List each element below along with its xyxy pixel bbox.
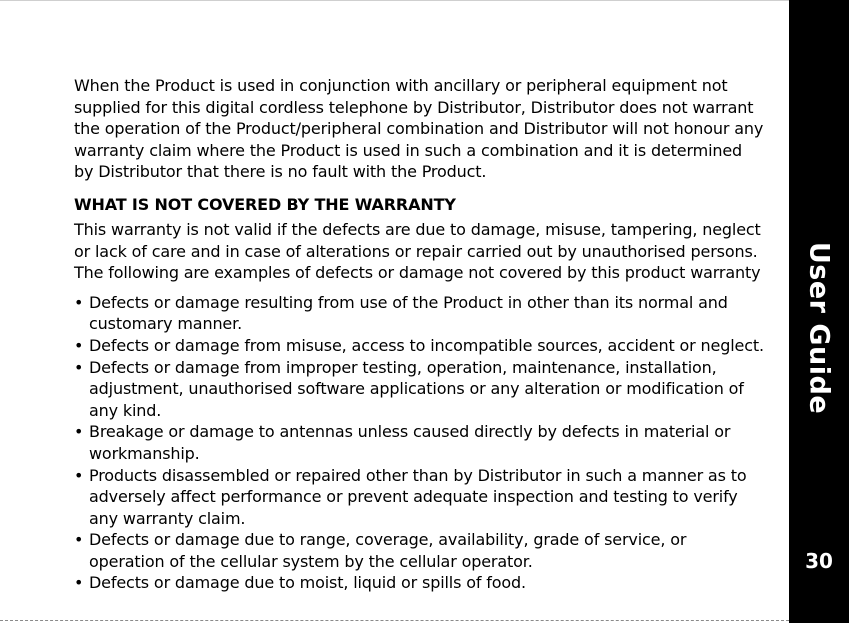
list-item-text: Defects or damage from improper testing, operation, maintenance, installation, adjustment, unauthorised software applications or any alteration or modification of any kind. <box>89 357 744 420</box>
list-item-text: Products disassembled or repaired other than by Distributor in such a manner as to adversely affect performance or prevent adequate inspection and testing to verify any warranty claim. <box>89 465 747 528</box>
body-paragraph: This warranty is not valid if the defects are due to damage, misuse, tampering, neglect or lack of care and in case of alterations or repair carried out by unauthorised persons. The following are examples of defects or damage not covered by this product warranty <box>74 219 761 283</box>
list-item-text: Breakage or damage to antennas unless caused directly by defects in material or workmanship. <box>89 422 731 463</box>
list-item-text: Defects or damage from misuse, access to incompatible sources, accident or neglect. <box>89 335 764 355</box>
list-item <box>74 335 764 357</box>
list-item-text: Defects or damage due to moist, liquid or spills of food. <box>89 573 526 593</box>
exclusions-list <box>74 292 764 594</box>
list-item-text: Defects or damage due to range, coverage, availability, grade of service, or operation of the cellular system by the cellular operator. <box>89 530 687 571</box>
list-item <box>74 357 764 422</box>
warranty-content <box>74 75 764 594</box>
bullet-icon: • <box>74 292 84 312</box>
bullet-icon: • <box>74 573 84 593</box>
page-number: 30 <box>805 549 833 573</box>
list-item <box>74 421 764 464</box>
bullet-icon: • <box>74 422 84 442</box>
list-item <box>74 572 764 594</box>
bullet-icon: • <box>74 357 84 377</box>
top-edge-rule <box>0 0 789 1</box>
list-item <box>74 529 764 572</box>
section-heading: WHAT IS NOT COVERED BY THE WARRANTY <box>74 194 456 214</box>
bottom-edge-rule <box>0 620 789 621</box>
intro-paragraph: When the Product is used in conjunction with ancillary or peripheral equipment not supplied for this digital cordless telephone by Distributor, Distributor does not warrant the operation of the Product/peripheral combination and Distributor will not honour any warranty claim where the Product is used in such a combination and it is determined by Distributor that there is no fault with the Product. <box>74 76 764 182</box>
sidebar-title: User Guide <box>803 241 835 415</box>
bullet-icon: • <box>74 465 84 485</box>
list-item <box>74 465 764 530</box>
bullet-icon: • <box>74 335 84 355</box>
list-item-text: Defects or damage resulting from use of the Product in other than its normal and customary manner. <box>89 292 728 334</box>
list-item <box>74 292 764 335</box>
bullet-icon: • <box>74 530 84 550</box>
sidebar-tab <box>789 0 849 623</box>
